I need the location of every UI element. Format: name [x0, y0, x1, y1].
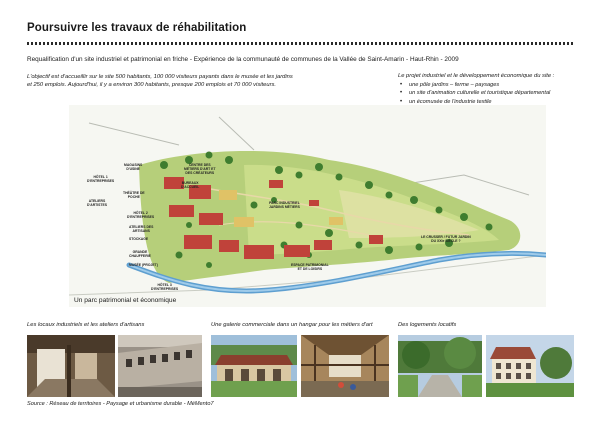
map-label-bureaux: BUREAUX D'ACCUEIL — [181, 181, 200, 189]
source-credit: Source : Réseau de territoires - Paysage et urbanisme durable - MéMento7 — [27, 401, 214, 407]
list-item: • un écomusée de l'industrie textile — [399, 98, 550, 106]
map-label-chaufferie: GRANDE CHAUFFERIE — [129, 250, 151, 258]
photo-industrial-hall — [27, 335, 115, 397]
title-divider — [27, 42, 575, 45]
photo-housing-street — [398, 335, 482, 397]
photo-caption-galerie: Une galerie commerciale dans un hangar pour les métiers d'art — [211, 322, 373, 328]
photo-housing-buildings — [486, 335, 574, 397]
map-label-espace-patrimonial: ESPACE PATRIMONIAL ET DE LOISIRS — [291, 263, 329, 271]
photo-caption-logements: Des logements locatifs — [398, 322, 457, 328]
subtitle: Requalification d'un site industriel et patrimonial en friche - Expérience de la communauté de communes de la Vallée de Saint-Amarin - Haut-Rhin - 2009 — [27, 56, 459, 63]
photo-gallery-exterior — [211, 335, 297, 397]
intro-paragraph: L'objectif est d'accueillir sur le site 500 habitants, 100 000 visiteurs payants dans le musée et les jardins et 250 emplois. Aujourd'hui, il y a environ 300 habitants, presque 200 emplois et 70 000 visiteurs. — [27, 74, 293, 89]
map-label-magasins: MAGASINS D'USINE — [124, 163, 143, 171]
map-label-musee: MUSÉE (PROJET) — [129, 263, 158, 267]
map-label-centre-metiers: CENTRE DES MÉTIERS D'ART ET DES CRÉATEURS — [184, 163, 216, 175]
site-map — [69, 105, 546, 307]
map-label-crusser: LE CRUSSER / FUTUR JARDIN DU XXIe SIÈCLE ? — [421, 235, 471, 243]
site-map-illustration — [69, 105, 546, 307]
map-label-hotel-1: HÔTEL 1 D'ENTREPRISES — [87, 175, 115, 183]
project-heading: Le projet industriel et le développement économique du site : — [398, 73, 555, 79]
map-label-hotel-2: HÔTEL 2 D'ENTREPRISES — [127, 211, 155, 219]
photo-gallery-interior — [301, 335, 389, 397]
map-label-parc-industriel: PARC INDUSTRIEL JARDINS MÉTIERS — [269, 201, 300, 209]
page-title: Poursuivre les travaux de réhabilitation — [27, 22, 247, 34]
map-label-hotel-3: HÔTEL 3 D'ENTREPRISES — [151, 283, 179, 291]
photo-caption-locaux: Les locaux industriels et les ateliers d'artisans — [27, 322, 145, 328]
list-item: • une pôle jardins – ferme – paysages — [399, 81, 550, 89]
map-label-ateliers-artisans: ATELIERS DES ARTISANS — [129, 225, 154, 233]
map-label-theatre: THÉÂTRE DE POCHE — [123, 191, 145, 199]
list-item: • un site d'animation culturelle et touristique départemental — [399, 89, 550, 97]
photo-industrial-building — [118, 335, 202, 397]
map-caption: Un parc patrimonial et économique — [74, 297, 177, 304]
map-label-ateliers-artistes: ATELIERS D'ARTISTES — [87, 199, 108, 207]
map-label-stockage: STOCKAGE — [129, 237, 149, 241]
